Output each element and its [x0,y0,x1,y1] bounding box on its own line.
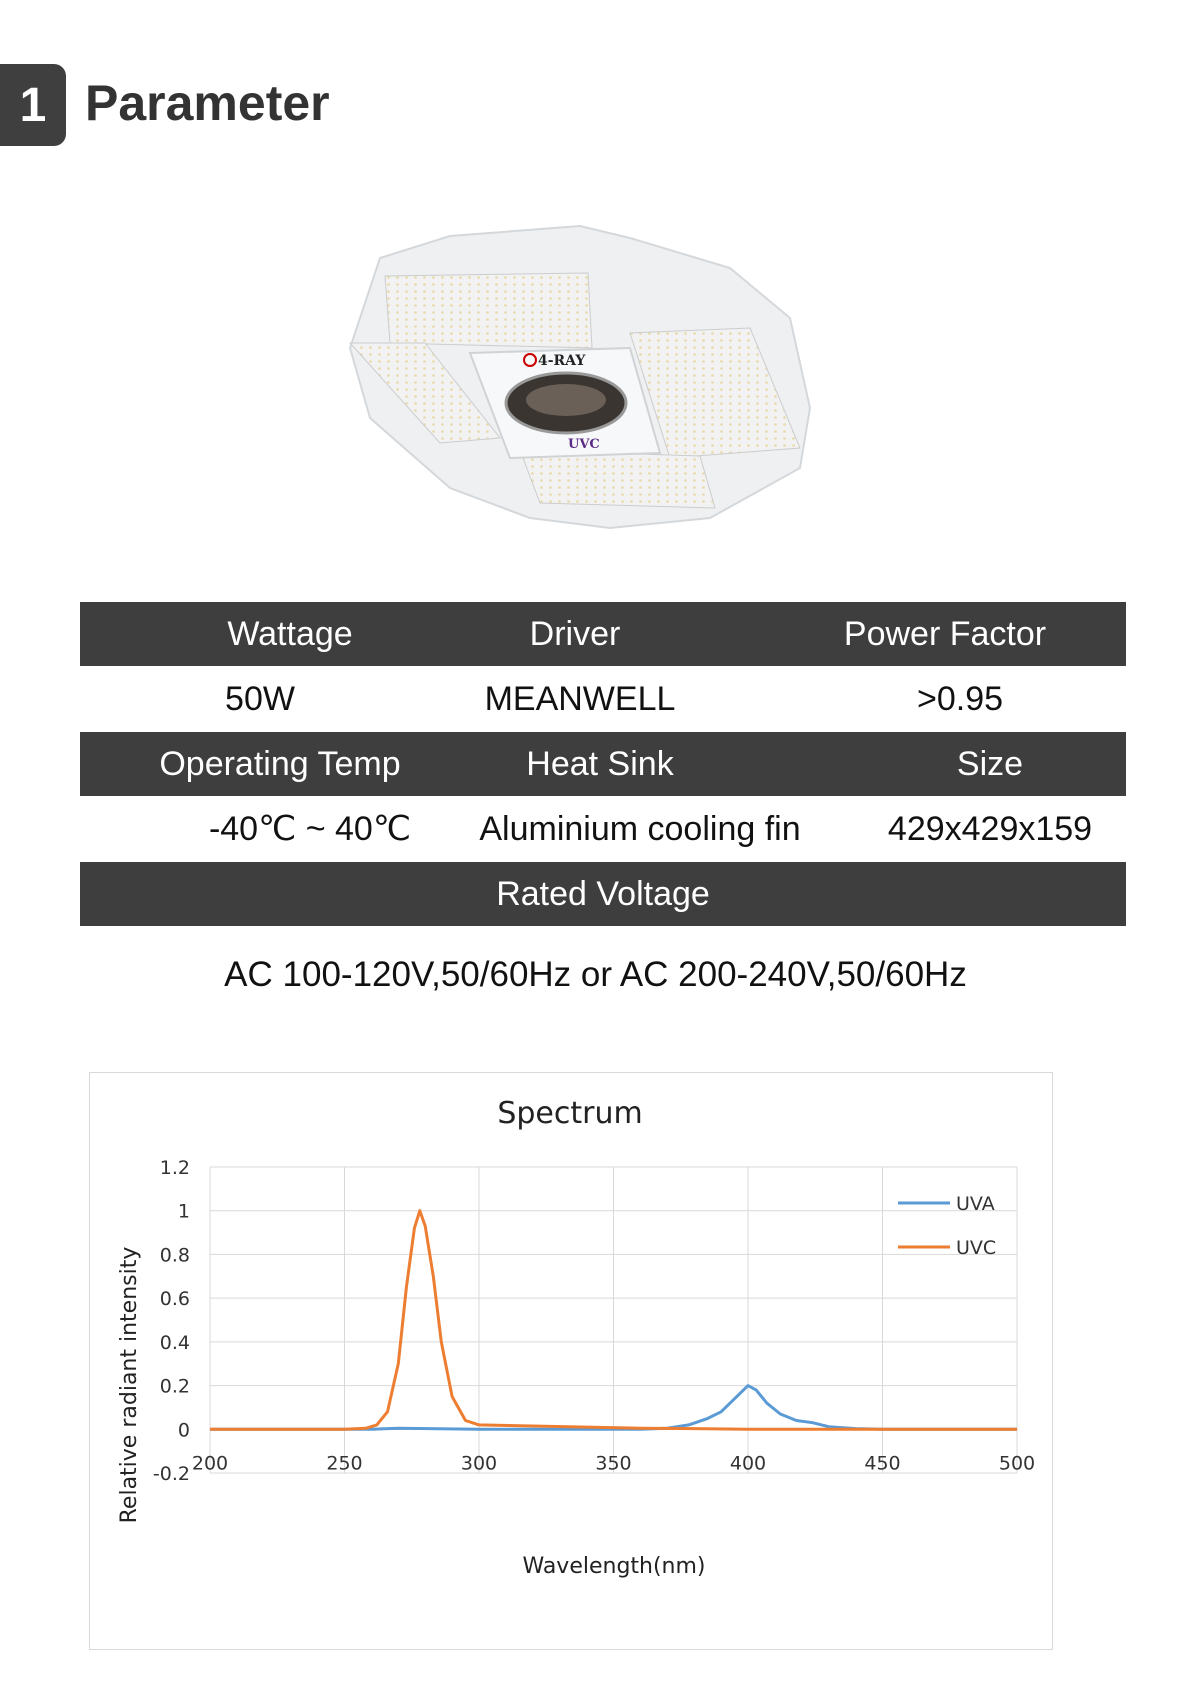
x-tick-label: 500 [998,1452,1036,1475]
header-rated-voltage: Rated Voltage [496,874,710,913]
value-driver: MEANWELL [484,679,676,718]
y-axis-label: Relative radiant intensity [117,1246,142,1524]
y-tick-label: 0.8 [159,1244,190,1267]
value-power-factor: >0.95 [916,679,1004,718]
legend-label-uva: UVA [956,1193,995,1215]
x-tick-label: 300 [460,1452,498,1475]
header-power-factor: Power Factor [843,614,1047,653]
section-title: Parameter [85,75,330,131]
value-heat-sink: Aluminium cooling fin [479,809,801,848]
value-wattage: 50W [225,679,295,718]
spec-value-row-1 [80,666,1126,732]
y-tick-label: 0 [177,1419,190,1442]
section-number-badge: 1 [0,64,66,146]
spec-value-row-2 [80,796,1126,862]
spectrum-chart [89,1072,1053,1650]
y-tick-label: 1.2 [159,1157,190,1179]
spec-header-row-1 [80,602,1126,666]
brand-text: 4-RAY [538,353,586,369]
x-axis-label: Wavelength(nm) [522,1554,706,1579]
y-tick-label: 1 [177,1200,190,1223]
x-tick-label: 400 [729,1452,767,1475]
x-tick-label: 250 [326,1452,363,1475]
x-tick-label: 200 [191,1452,229,1475]
header-driver: Driver [529,614,621,653]
header-size: Size [956,744,1024,783]
spectrum-chart-svg [90,1073,1052,1649]
product-image [330,218,870,553]
spec-header-row-2 [80,732,1126,796]
legend-label-uvc: UVC [956,1237,997,1259]
y-tick-label: 0.4 [159,1331,190,1354]
y-tick-label: 0.6 [159,1288,190,1311]
header-operating-temp: Operating Temp [159,744,401,783]
chart-title: Spectrum [497,1096,643,1131]
uvc-label: UVC [568,437,600,452]
x-tick-label: 350 [595,1452,632,1475]
value-operating-temp: -40℃ ~ 40℃ [208,810,412,848]
spec-table [80,602,1126,926]
header-heat-sink: Heat Sink [526,744,674,783]
y-tick-label: -0.2 [152,1463,190,1485]
spec-header-row-3 [80,862,1126,926]
x-tick-label: 450 [864,1452,901,1475]
value-rated-voltage: AC 100-120V,50/60Hz or AC 200-240V,50/60Hz [224,955,967,994]
header-wattage: Wattage [227,614,353,653]
y-tick-label: 0.2 [159,1375,190,1398]
value-size: 429x429x159 [887,809,1093,848]
